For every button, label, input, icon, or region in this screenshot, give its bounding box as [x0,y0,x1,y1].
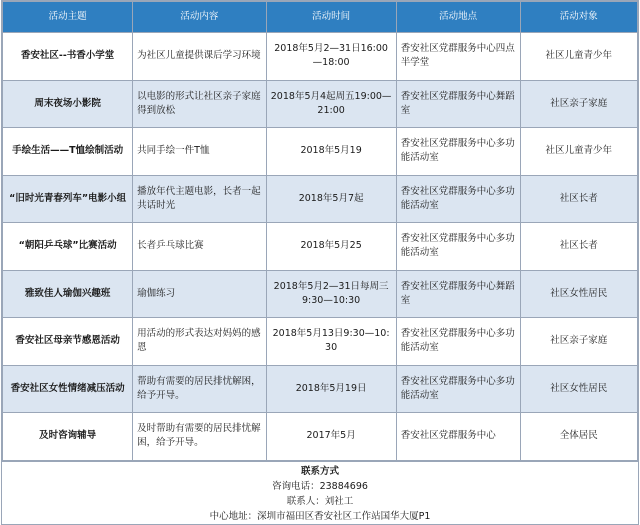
cell-location: 香安社区党群服务中心舞蹈室 [396,80,520,128]
cell-topic: “朝阳乒乓球”比赛活动 [3,223,133,271]
cell-content: 共同手绘一件T恤 [133,128,266,176]
cell-time: 2018年5月4起周五19:00—21:00 [266,80,396,128]
table-row [3,223,638,271]
contact-address: 中心地址：深圳市福田区香安社区工作站国华大厦P1 [209,510,431,522]
table-row [3,80,638,128]
cell-time: 2018年5月13日9:30—10:30 [266,318,396,366]
cell-content: 及时帮助有需要的居民排忧解困，给予开导。 [133,413,266,461]
cell-location: 香安社区党群服务中心多功能活动室 [396,365,520,413]
cell-audience: 社区儿童青少年 [520,33,638,81]
cell-topic: 香安社区--书香小学堂 [3,33,133,81]
cell-time: 2017年5月 [266,413,396,461]
cell-time: 2018年5月19日 [266,365,396,413]
cell-topic: “旧时光青春列车”电影小组 [3,175,133,223]
activity-schedule-sheet [1,0,639,525]
cell-time: 2018年5月2—31日每周三9:30—10:30 [266,270,396,318]
cell-location: 香安社区党群服务中心多功能活动室 [396,128,520,176]
cell-topic: 手绘生活——T恤绘制活动 [3,128,133,176]
cell-content: 长者乒乓球比赛 [133,223,266,271]
cell-audience: 社区亲子家庭 [520,80,638,128]
table-row [3,270,638,318]
cell-audience: 社区亲子家庭 [520,318,638,366]
table-row [3,33,638,81]
cell-audience: 社区儿童青少年 [520,128,638,176]
contact-section [2,461,638,524]
cell-topic: 香安社区女性情绪减压活动 [3,365,133,413]
cell-time: 2018年5月25 [266,223,396,271]
cell-audience: 社区女性居民 [520,365,638,413]
table-row [3,128,638,176]
cell-content: 用活动的形式表达对妈妈的感恩 [133,318,266,366]
table-row [3,365,638,413]
header-content: 活动内容 [133,2,266,33]
activity-table [2,1,638,461]
cell-time: 2018年5月2—31日16:00—18:00 [266,33,396,81]
cell-time: 2018年5月7起 [266,175,396,223]
cell-location: 香安社区党群服务中心多功能活动室 [396,175,520,223]
cell-audience: 社区女性居民 [520,270,638,318]
cell-audience: 社区长者 [520,223,638,271]
cell-audience: 社区长者 [520,175,638,223]
cell-location: 香安社区党群服务中心 [396,413,520,461]
cell-content: 瑜伽练习 [133,270,266,318]
table-row [3,413,638,461]
header-topic: 活动主题 [3,2,133,33]
cell-topic: 雅致佳人瑜伽兴趣班 [3,270,133,318]
contact-phone: 咨询电话：23884696 [272,480,368,492]
cell-content: 为社区儿童提供课后学习环境 [133,33,266,81]
table-row [3,175,638,223]
cell-location: 香安社区党群服务中心舞蹈室 [396,270,520,318]
header-audience: 活动对象 [520,2,638,33]
header-location: 活动地点 [396,2,520,33]
contact-title: 联系方式 [300,465,339,477]
cell-location: 香安社区党群服务中心四点半学堂 [396,33,520,81]
cell-audience: 全体居民 [520,413,638,461]
cell-topic: 周末夜场小影院 [3,80,133,128]
cell-content: 以电影的形式让社区亲子家庭得到放松 [133,80,266,128]
cell-location: 香安社区党群服务中心多功能活动室 [396,223,520,271]
table-row [3,318,638,366]
table-header-row [3,2,638,33]
cell-content: 帮助有需要的居民排忧解困，给予开导。 [133,365,266,413]
contact-person: 联系人：刘社工 [286,495,354,507]
cell-location: 香安社区党群服务中心多功能活动室 [396,318,520,366]
cell-topic: 香安社区母亲节感恩活动 [3,318,133,366]
header-time: 活动时间 [266,2,396,33]
cell-topic: 及时咨询辅导 [3,413,133,461]
cell-time: 2018年5月19 [266,128,396,176]
cell-content: 播放年代主题电影，长者一起共话时光 [133,175,266,223]
